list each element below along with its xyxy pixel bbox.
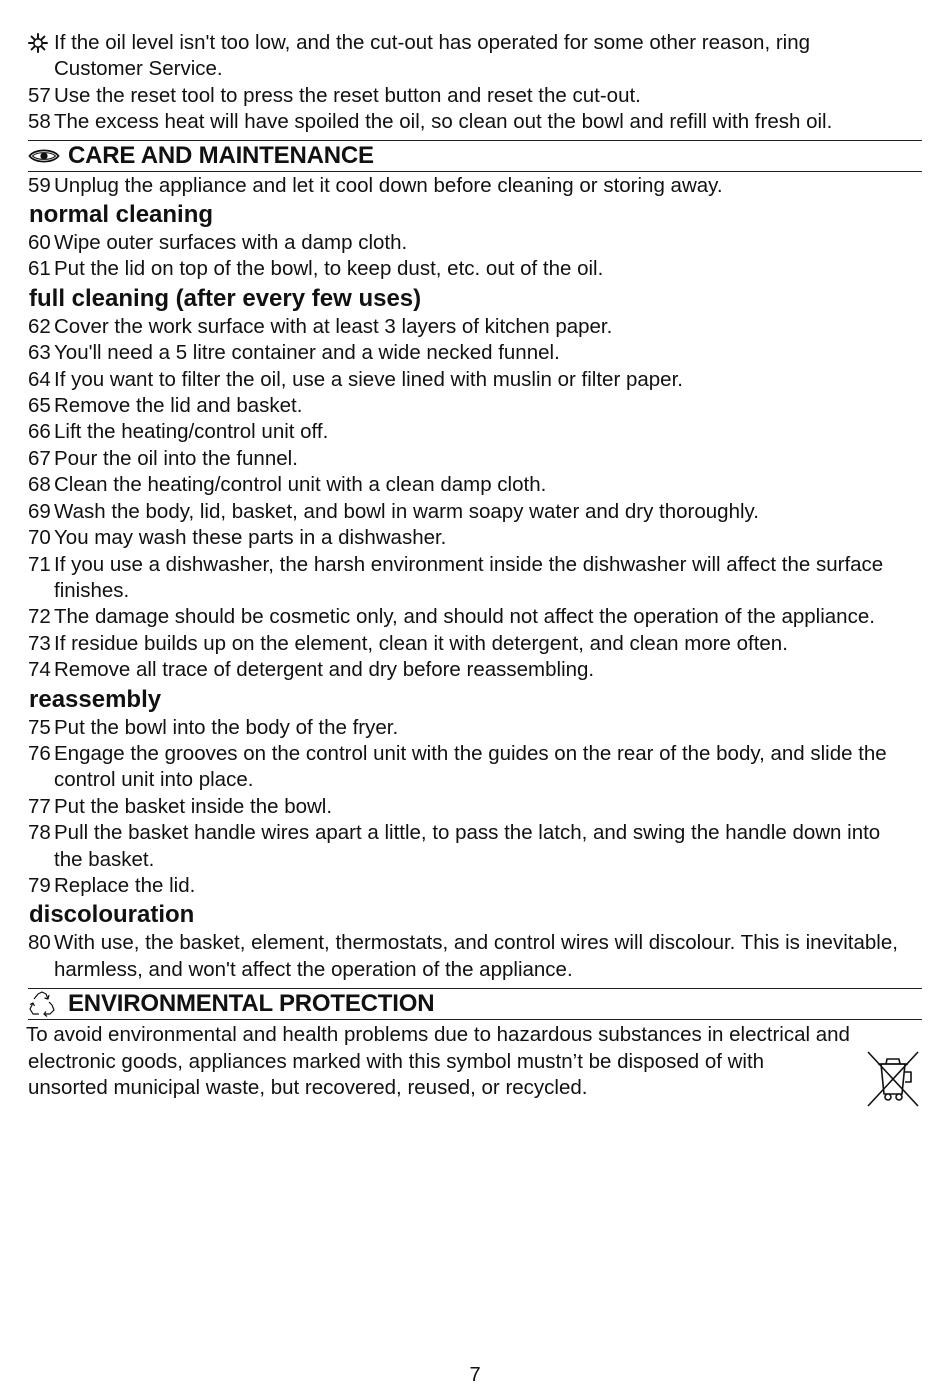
discolouration-list	[28, 930, 922, 983]
item-number: 63	[28, 341, 51, 365]
item-number: 74	[28, 658, 51, 682]
page-number: 7	[469, 1364, 481, 1386]
item-text: The excess heat will have spoiled the oil, so clean out the bowl and refill with fresh oil.	[54, 110, 833, 134]
list-item	[28, 657, 922, 683]
item-text: Engage the grooves on the control unit with the guides on the rear of the body, and slide the	[54, 741, 887, 765]
crossed-bin-icon	[866, 1050, 920, 1108]
item-text: Pour the oil into the funnel.	[54, 446, 298, 470]
intro-block	[28, 30, 922, 136]
list-item	[28, 604, 922, 630]
list-item	[28, 446, 922, 472]
item-number: 71	[28, 552, 51, 576]
list-item	[28, 794, 922, 820]
list-item	[28, 930, 922, 956]
env-line: electronic goods, appliances marked with this symbol mustn’t be disposed of with	[28, 1049, 765, 1073]
eye-icon	[28, 147, 68, 165]
item-number: 65	[28, 394, 51, 418]
section-title: CARE AND MAINTENANCE	[68, 141, 374, 169]
item-text: You'll need a 5 litre container and a wide necked funnel.	[54, 341, 560, 365]
list-item	[28, 314, 922, 340]
environment-paragraph	[28, 1022, 922, 1101]
item-text: Unplug the appliance and let it cool down before cleaning or storing away.	[54, 173, 723, 197]
list-item-continuation	[28, 847, 922, 873]
item-text: Wipe outer surfaces with a damp cloth.	[54, 231, 408, 255]
list-item	[28, 873, 922, 899]
item-text: the basket.	[54, 847, 155, 871]
list-item	[28, 230, 922, 256]
item-text: Put the bowl into the body of the fryer.	[54, 715, 399, 739]
item-number: 69	[28, 499, 51, 523]
env-line: unsorted municipal waste, but recovered, reused, or recycled.	[28, 1076, 588, 1099]
item-number: 79	[28, 873, 51, 897]
item-number: 70	[28, 526, 51, 550]
subheading-full-cleaning: full cleaning (after every few uses)	[29, 284, 422, 312]
item-text: Cover the work surface with at least 3 layers of kitchen paper.	[54, 314, 613, 338]
item-number: 58	[28, 110, 51, 134]
section-title: ENVIRONMENTAL PROTECTION	[68, 990, 435, 1018]
item-number: 62	[28, 314, 51, 338]
list-item	[28, 83, 922, 109]
item-text: With use, the basket, element, thermostats, and control wires will discolour. This is inevitable,	[54, 931, 898, 955]
item-number: 72	[28, 605, 51, 629]
full-cleaning-list	[28, 314, 922, 684]
list-item	[28, 499, 922, 525]
env-line: To avoid environmental and health problems due to hazardous substances in electrical and	[26, 1023, 850, 1047]
list-item	[28, 393, 922, 419]
list-item-continuation	[28, 957, 922, 983]
list-item	[28, 525, 922, 551]
item-number: 57	[28, 83, 51, 107]
item-text: Put the lid on top of the bowl, to keep dust, etc. out of the oil.	[54, 257, 604, 281]
item-text: If residue builds up on the element, clean it with detergent, and clean more often.	[54, 631, 788, 655]
list-item	[28, 173, 922, 199]
list-item	[28, 367, 922, 393]
list-item	[28, 256, 922, 282]
item-text: If you use a dishwasher, the harsh environment inside the dishwasher will affect the surface	[54, 552, 884, 576]
item-text: Use the reset tool to press the reset button and reset the cut-out.	[54, 83, 641, 107]
normal-cleaning-list	[28, 230, 922, 283]
item-number: 67	[28, 446, 51, 470]
item-number: 59	[28, 173, 51, 197]
subheading-normal-cleaning: normal cleaning	[29, 201, 214, 229]
list-item	[28, 741, 922, 767]
item-text: Replace the lid.	[54, 873, 196, 897]
item-text: Clean the heating/control unit with a clean damp cloth.	[54, 473, 547, 497]
list-item-continuation	[28, 578, 922, 604]
item-text: Lift the heating/control unit off.	[54, 420, 329, 444]
list-item-continuation: Customer Service.	[54, 57, 223, 81]
list-item	[28, 472, 922, 498]
item-text: Pull the basket handle wires apart a little, to pass the latch, and swing the handle down into	[54, 821, 881, 845]
list-item-continuation	[28, 767, 922, 793]
item-number: 76	[28, 741, 51, 765]
item-text: harmless, and won't affect the operation of the appliance.	[54, 957, 573, 981]
item-text: Remove all trace of detergent and dry before reassembling.	[54, 658, 595, 682]
item-number: 61	[28, 257, 51, 281]
item-text: Remove the lid and basket.	[54, 394, 303, 418]
item-text: If the oil level isn't too low, and the cut-out has operated for some other reason, ring	[54, 31, 811, 54]
item-number: 60	[28, 231, 51, 255]
list-item	[28, 552, 922, 578]
item-text: finishes.	[54, 578, 130, 602]
list-item	[28, 419, 922, 445]
recycle-icon	[28, 991, 68, 1017]
item-text: The damage should be cosmetic only, and should not affect the operation of the appliance.	[54, 605, 875, 629]
item-text: Wash the body, lid, basket, and bowl in warm soapy water and dry thoroughly.	[54, 499, 759, 523]
item-number: 64	[28, 367, 51, 391]
item-text: control unit into place.	[54, 768, 254, 792]
list-item	[28, 340, 922, 366]
item-number: 78	[28, 821, 51, 845]
item-text: Put the basket inside the bowl.	[54, 794, 333, 818]
item-text: If you want to filter the oil, use a sieve lined with muslin or filter paper.	[54, 367, 683, 391]
list-item	[28, 631, 922, 657]
subheading-reassembly: reassembly	[29, 685, 162, 713]
reassembly-list	[28, 715, 922, 900]
list-item	[28, 715, 922, 741]
manual-page	[28, 30, 922, 1101]
item-number: 73	[28, 631, 51, 655]
item-number: 68	[28, 473, 51, 497]
item-number: 80	[28, 931, 51, 955]
item-number: 66	[28, 420, 51, 444]
sun-icon	[28, 30, 54, 56]
section-header-environment	[28, 988, 922, 1020]
list-item	[28, 109, 922, 135]
list-item	[28, 30, 922, 56]
list-item	[28, 820, 922, 846]
item-number: 75	[28, 715, 51, 739]
section-header-care	[28, 140, 922, 172]
item-number: 77	[28, 794, 51, 818]
item-text: You may wash these parts in a dishwasher.	[54, 526, 447, 550]
subheading-discolouration: discolouration	[29, 901, 195, 929]
